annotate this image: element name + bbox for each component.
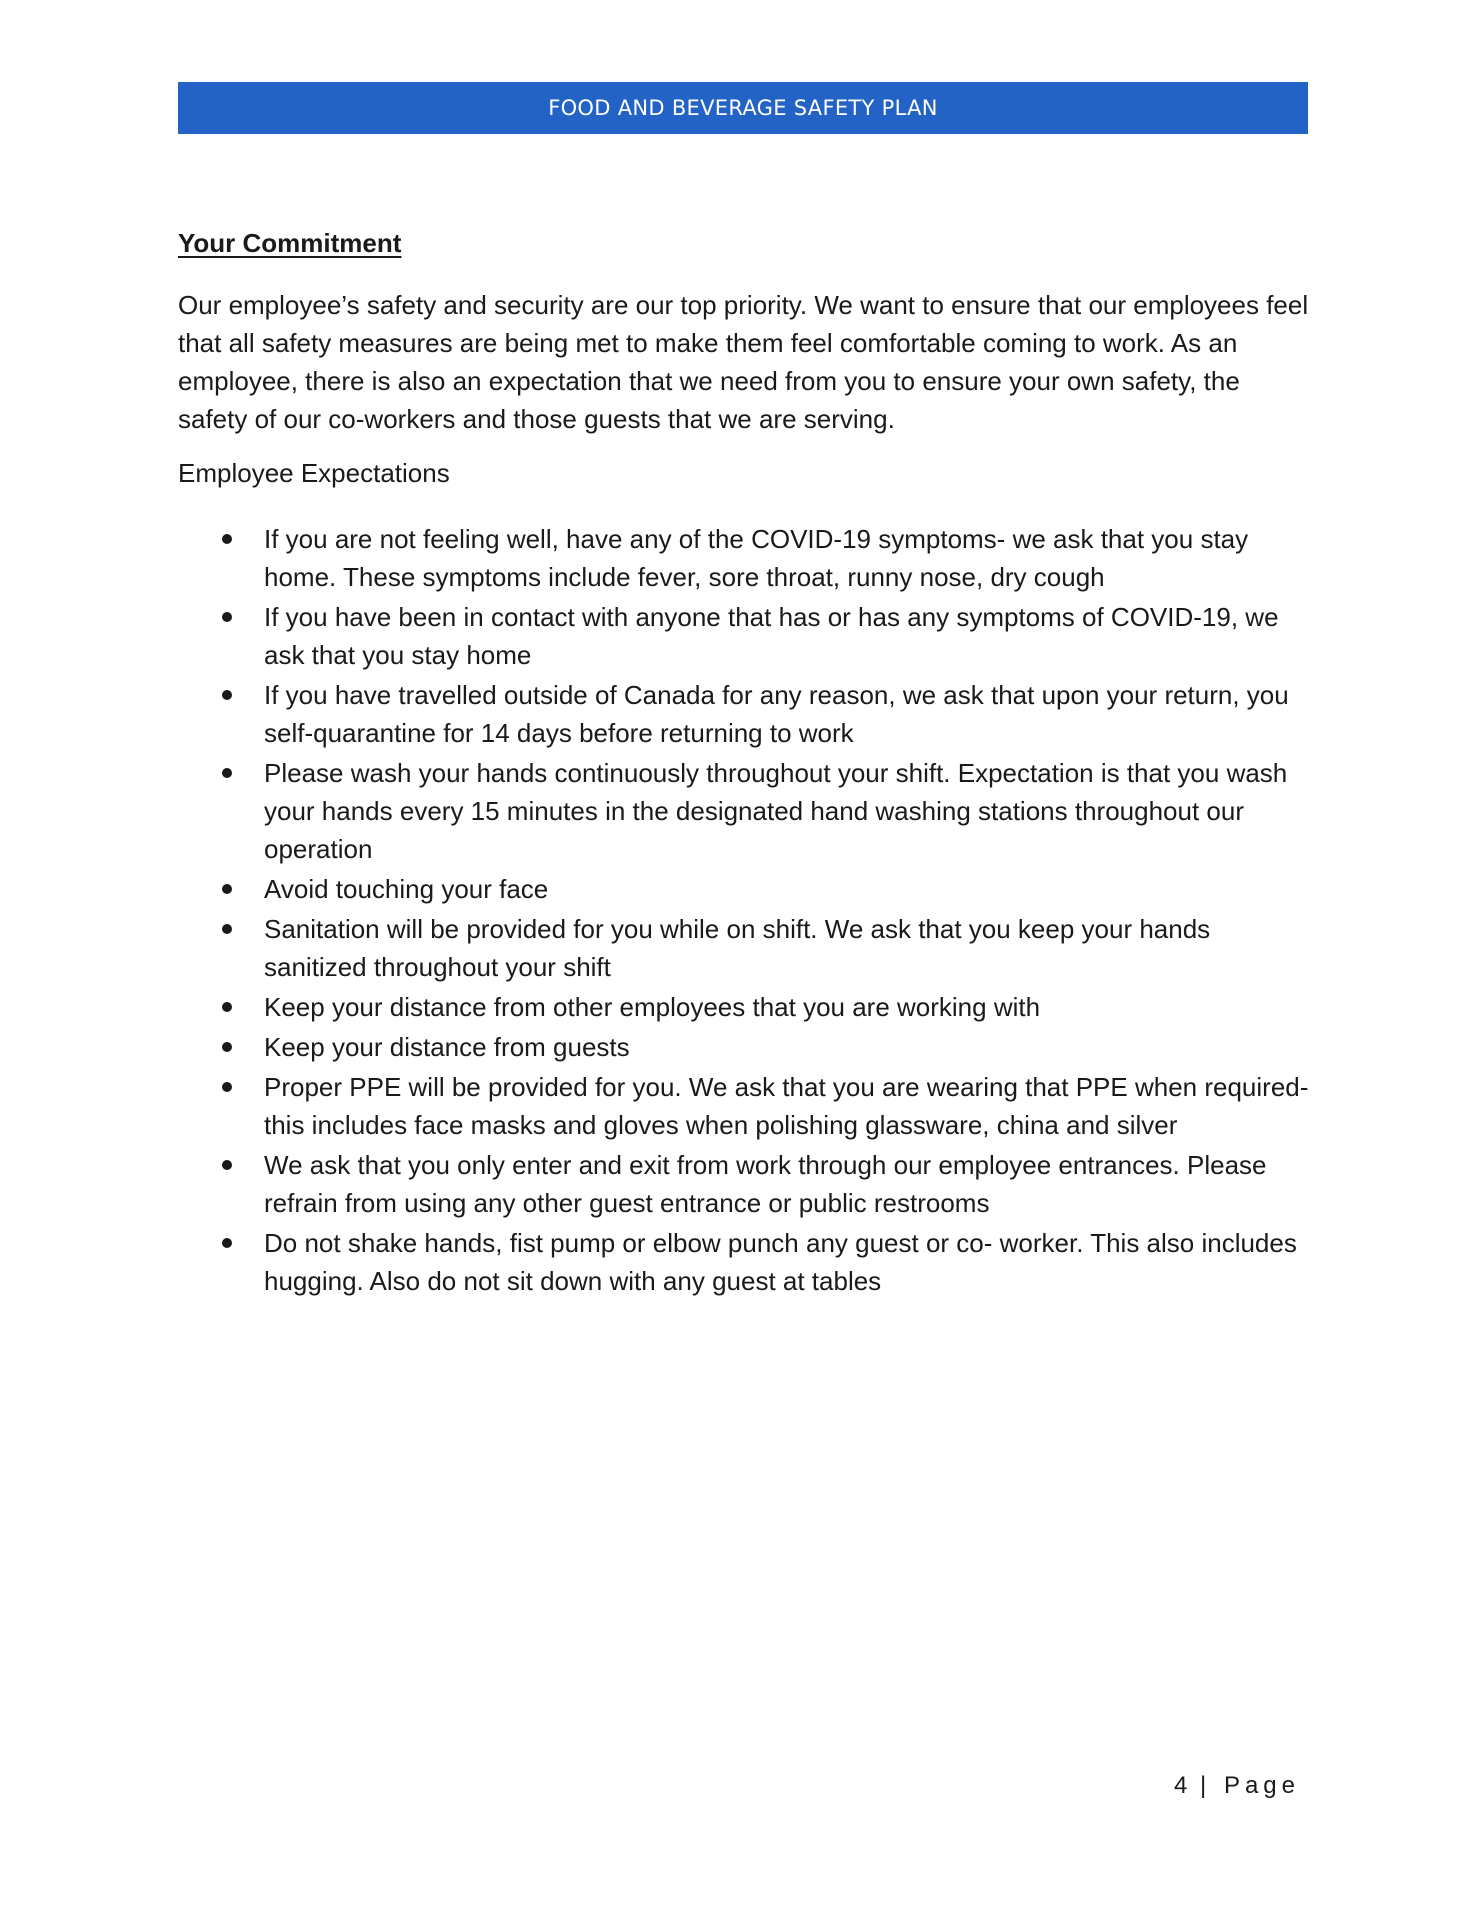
list-item — [178, 676, 1318, 752]
bullet-icon — [222, 1002, 232, 1012]
section-heading: Your Commitment — [178, 228, 402, 258]
bullet-icon — [222, 768, 232, 778]
list-item — [178, 598, 1318, 674]
list-item-text: Keep your distance from other employees that you are working with — [264, 992, 1041, 1022]
list-item-text: We ask that you only enter and exit from work through our employee entrances. Please refrain from using any other guest entrance or public restrooms — [264, 1150, 1267, 1218]
page-separator: | — [1200, 1772, 1213, 1799]
list-item-text: Avoid touching your face — [264, 874, 549, 904]
bullet-icon — [222, 1238, 232, 1248]
list-item — [178, 870, 1318, 908]
list-item — [178, 754, 1318, 868]
list-item-text: Sanitation will be provided for you while on shift. We ask that you keep your hands sanitized throughout your shift — [264, 914, 1211, 982]
document-title: FOOD AND BEVERAGE SAFETY PLAN — [548, 96, 938, 120]
list-item-text: Proper PPE will be provided for you. We ask that you are wearing that PPE when required- this includes face masks and gloves when polishing glassware, china and silver — [264, 1072, 1309, 1140]
list-item-text: If you are not feeling well, have any of the COVID-19 symptoms- we ask that you stay home. These symptoms include fever, sore throat, runny nose, dry cough — [264, 524, 1249, 592]
page-number: 4 — [1174, 1772, 1189, 1799]
expectations-title: Employee Expectations — [178, 458, 450, 488]
list-item — [178, 520, 1318, 596]
list-item — [178, 910, 1318, 986]
bullet-icon — [222, 1160, 232, 1170]
intro-paragraph: Our employee’s safety and security are our top priority. We want to ensure that our employees feel that all safety measures are being met to make them feel comfortable coming to work. As an employee, there is also an expectation that we need from you to ensure your own safety, the safety of our co-workers and those guests that we are serving. — [178, 290, 1309, 434]
list-item — [178, 988, 1318, 1026]
bullet-icon — [222, 1082, 232, 1092]
bullet-icon — [222, 884, 232, 894]
bullet-icon — [222, 612, 232, 622]
page-label: Page — [1223, 1772, 1300, 1799]
list-item — [178, 1224, 1318, 1300]
bullet-icon — [222, 1042, 232, 1052]
list-item-text: Do not shake hands, fist pump or elbow punch any guest or co- worker. This also includes hugging. Also do not sit down with any guest at tables — [264, 1228, 1297, 1296]
list-item-text: Keep your distance from guests — [264, 1032, 630, 1062]
header-band — [178, 82, 1308, 134]
bullet-icon — [222, 534, 232, 544]
bullet-icon — [222, 690, 232, 700]
bullet-icon — [222, 924, 232, 934]
list-item — [178, 1146, 1318, 1222]
page-footer — [1174, 1772, 1300, 1800]
list-item-text: If you have been in contact with anyone that has or has any symptoms of COVID-19, we ask that you stay home — [264, 602, 1279, 670]
list-item — [178, 1028, 1318, 1066]
list-item-text: If you have travelled outside of Canada for any reason, we ask that upon your return, you self-quarantine for 14 days before returning to work — [264, 680, 1289, 748]
expectations-list — [178, 520, 1318, 1302]
list-item — [178, 1068, 1318, 1144]
list-item-text: Please wash your hands continuously throughout your shift. Expectation is that you wash your hands every 15 minutes in the designated hand washing stations throughout our operation — [264, 758, 1288, 864]
